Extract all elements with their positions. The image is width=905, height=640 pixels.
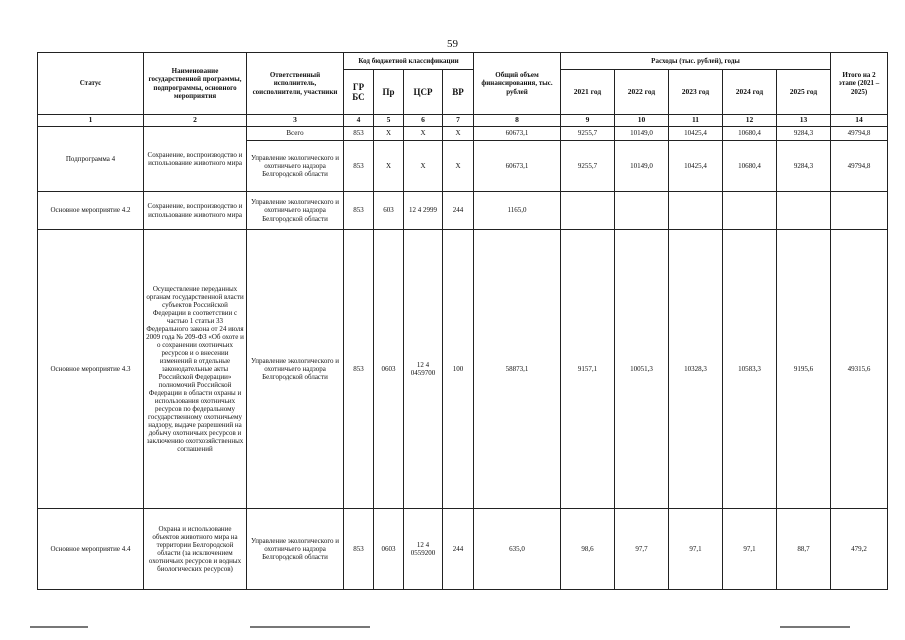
row-vr: Х xyxy=(443,141,474,192)
row-grbs: 853 xyxy=(344,192,374,230)
row-2025 xyxy=(777,192,831,230)
row-2022: 10149,0 xyxy=(615,127,669,141)
row-name: Осуществление переданных органам государственной власти субъектов Российской Федерации в соответствии с частью 1 статьи 33 Федерального закона от 24 июля 2009 года № 209-ФЗ «Об охоте и о сохранении охотничьих ресурсов и о внесении изменений в отдельные законодательные акты Российской Федерации» полномочий Российской Федерации в области охраны и использования охотничьих ресурсов по федеральному государственному охотничьему надзору, выдаче разрешений на добычу охотничьих ресурсов и заключению охотхозяйственных соглашений xyxy=(144,230,247,509)
column-number: 11 xyxy=(669,115,723,127)
row-2022 xyxy=(615,192,669,230)
header-year-2022: 2022 год xyxy=(615,70,669,115)
column-number: 3 xyxy=(247,115,344,127)
row-2023: 10425,4 xyxy=(669,127,723,141)
row-stage-total: 479,2 xyxy=(831,509,888,590)
row-pr: Х xyxy=(374,127,404,141)
row-2023: 10425,4 xyxy=(669,141,723,192)
table-row-measure-4-4 xyxy=(38,509,888,590)
row-2025: 9284,3 xyxy=(777,141,831,192)
row-grbs: 853 xyxy=(344,127,374,141)
row-csr: Х xyxy=(404,141,443,192)
row-2021 xyxy=(561,192,615,230)
row-2023: 10328,3 xyxy=(669,230,723,509)
table-row-measure-4-2 xyxy=(38,192,888,230)
header-expenses: Расходы (тыс. рублей), годы xyxy=(561,53,831,70)
header-csr: ЦСР xyxy=(404,70,443,115)
scan-edge-mark xyxy=(780,626,850,628)
scan-edge-mark xyxy=(30,626,88,628)
row-csr: 12 4 0559200 xyxy=(404,509,443,590)
row-grbs: 853 xyxy=(344,509,374,590)
table-row-measure-4-3 xyxy=(38,230,888,509)
row-vr: 244 xyxy=(443,509,474,590)
row-responsible: Управление экологического и охотничьего надзора Белгородской области xyxy=(247,509,344,590)
row-vr: 244 xyxy=(443,192,474,230)
header-year-2024: 2024 год xyxy=(723,70,777,115)
column-number: 6 xyxy=(404,115,443,127)
row-2024: 10583,3 xyxy=(723,230,777,509)
column-number: 13 xyxy=(777,115,831,127)
row-2022: 10051,3 xyxy=(615,230,669,509)
table-row-subprogram-4-total xyxy=(38,127,888,141)
column-number: 10 xyxy=(615,115,669,127)
row-2024 xyxy=(723,192,777,230)
row-responsible: Управление экологического и охотничьего надзора Белгородской области xyxy=(247,141,344,192)
column-number: 2 xyxy=(144,115,247,127)
column-number: 9 xyxy=(561,115,615,127)
row-pr: 0603 xyxy=(374,230,404,509)
column-number: 12 xyxy=(723,115,777,127)
row-pr: 0603 xyxy=(374,509,404,590)
header-responsible: Ответственный исполнитель, соисполнители, участники xyxy=(247,53,344,115)
row-2021: 9255,7 xyxy=(561,127,615,141)
row-status: Основное мероприятие 4.4 xyxy=(38,509,144,590)
column-number: 8 xyxy=(474,115,561,127)
column-numbers-row xyxy=(38,115,888,127)
row-stage-total: 49794,8 xyxy=(831,141,888,192)
header-year-2021: 2021 год xyxy=(561,70,615,115)
header-budget-code: Код бюджетной классификации xyxy=(344,53,474,70)
header-vr: ВР xyxy=(443,70,474,115)
header-status: Статус xyxy=(38,53,144,115)
row-grbs: 853 xyxy=(344,141,374,192)
row-2023 xyxy=(669,192,723,230)
row-status: Основное мероприятие 4.3 xyxy=(38,230,144,509)
row-name: Сохранение, воспроизводство и использование животного мира xyxy=(144,127,247,192)
row-2022: 97,7 xyxy=(615,509,669,590)
row-csr: Х xyxy=(404,127,443,141)
row-csr: 12 4 0459700 xyxy=(404,230,443,509)
row-2025: 9195,6 xyxy=(777,230,831,509)
row-responsible: Управление экологического и охотничьего надзора Белгородской области xyxy=(247,230,344,509)
row-stage-total: 49794,8 xyxy=(831,127,888,141)
row-pr: Х xyxy=(374,141,404,192)
row-total-financing: 60673,1 xyxy=(474,127,561,141)
row-2023: 97,1 xyxy=(669,509,723,590)
row-csr: 12 4 2999 xyxy=(404,192,443,230)
row-name: Охрана и использование объектов животного мира на территории Белгородской области (за исключением охотничьих ресурсов и водных биологических ресурсов) xyxy=(144,509,247,590)
row-2021: 9255,7 xyxy=(561,141,615,192)
row-total-financing: 58873,1 xyxy=(474,230,561,509)
row-2022: 10149,0 xyxy=(615,141,669,192)
row-status: Подпрограмма 4 xyxy=(38,127,144,192)
row-total-financing: 635,0 xyxy=(474,509,561,590)
row-pr: 603 xyxy=(374,192,404,230)
header-grbs: ГР БС xyxy=(344,70,374,115)
budget-table xyxy=(37,52,888,590)
header-year-2023: 2023 год xyxy=(669,70,723,115)
header-pr: Пр xyxy=(374,70,404,115)
header-name: Наименование государственной программы, подпрограммы, основного мероприятия xyxy=(144,53,247,115)
row-stage-total: 49315,6 xyxy=(831,230,888,509)
row-2024: 97,1 xyxy=(723,509,777,590)
row-vr: 100 xyxy=(443,230,474,509)
row-total-financing: 1165,0 xyxy=(474,192,561,230)
row-2024: 10680,4 xyxy=(723,141,777,192)
header-stage-total: Итого на 2 этапе (2021 – 2025) xyxy=(831,53,888,115)
column-number: 7 xyxy=(443,115,474,127)
row-2025: 9284,3 xyxy=(777,127,831,141)
row-status: Основное мероприятие 4.2 xyxy=(38,192,144,230)
column-number: 14 xyxy=(831,115,888,127)
header-year-2025: 2025 год xyxy=(777,70,831,115)
row-2025: 88,7 xyxy=(777,509,831,590)
row-stage-total xyxy=(831,192,888,230)
scan-edge-mark xyxy=(250,626,370,628)
row-2021: 9157,1 xyxy=(561,230,615,509)
row-name: Сохранение, воспроизводство и использование животного мира xyxy=(144,192,247,230)
row-2021: 98,6 xyxy=(561,509,615,590)
row-responsible: Всего xyxy=(247,127,344,141)
row-2024: 10680,4 xyxy=(723,127,777,141)
column-number: 4 xyxy=(344,115,374,127)
row-vr: Х xyxy=(443,127,474,141)
row-grbs: 853 xyxy=(344,230,374,509)
column-number: 1 xyxy=(38,115,144,127)
row-total-financing: 60673,1 xyxy=(474,141,561,192)
header-total-financing: Общий объем финансирования, тыс. рублей xyxy=(474,53,561,115)
page-number: 59 xyxy=(447,38,458,50)
row-responsible: Управление экологического и охотничьего надзора Белгородской области xyxy=(247,192,344,230)
column-number: 5 xyxy=(374,115,404,127)
